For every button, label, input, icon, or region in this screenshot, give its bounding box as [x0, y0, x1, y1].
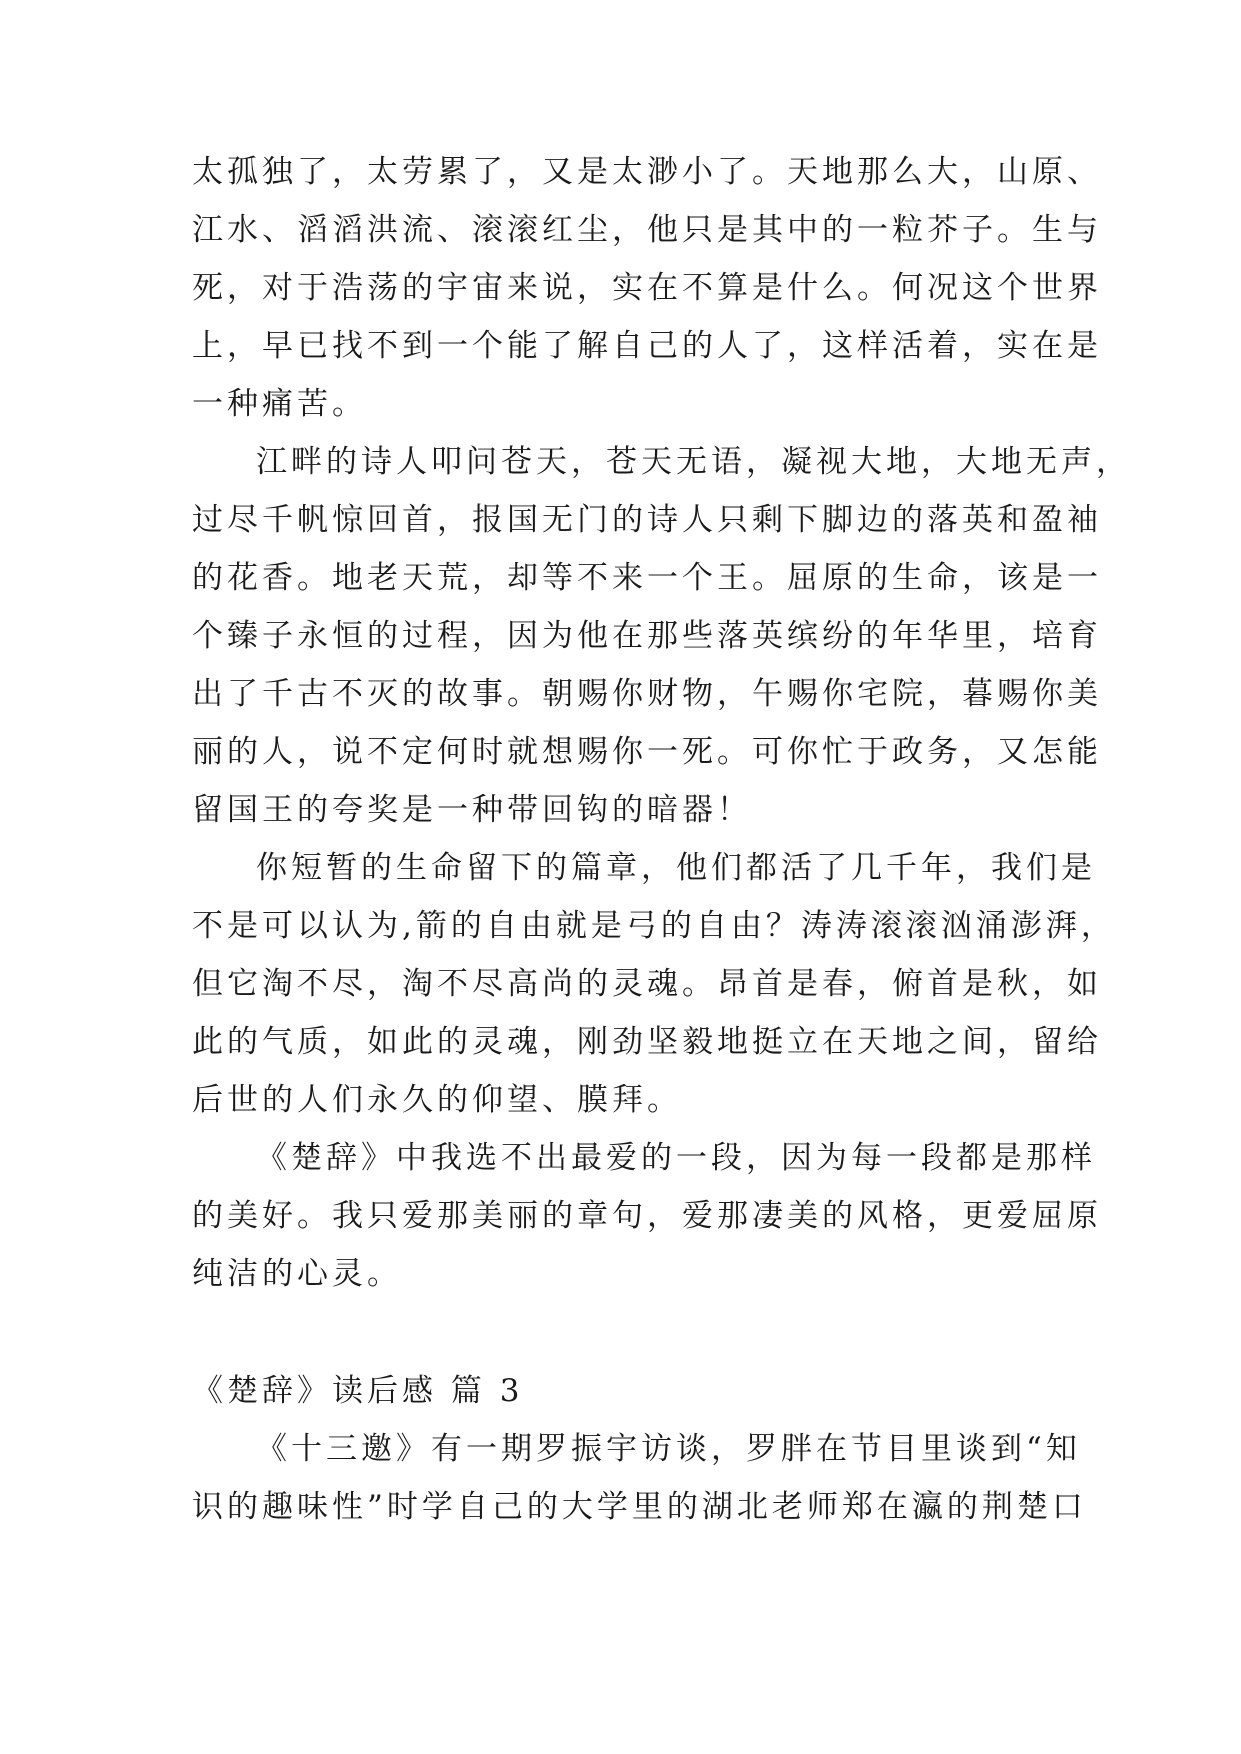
paragraph-4-line-1: 《楚辞》中我选不出最爱的一段，因为每一段都是那样	[256, 1140, 1096, 1176]
paragraph-2-line-1: 江畔的诗人叩问苍天，苍天无语，凝视大地，大地无声，	[256, 444, 1131, 480]
paragraph-2-line-5: 出了千古不灭的故事。朝赐你财物，午赐你宅院，暮赐你美	[192, 676, 1102, 712]
paragraph-2-line-7: 留国王的夸奖是一种带回钩的暗器！	[192, 792, 752, 828]
paragraph-2-line-3: 的花香。地老天荒，却等不来一个王。屈原的生命，该是一	[192, 560, 1102, 596]
paragraph-1-line-3: 死，对于浩荡的宇宙来说，实在不算是什么。何况这个世界	[192, 270, 1102, 306]
paragraph-4-line-3: 纯洁的心灵。	[192, 1256, 402, 1292]
paragraph-3-line-3: 但它淘不尽，淘不尽高尚的灵魂。昂首是春，俯首是秋，如	[192, 966, 1102, 1002]
paragraph-4-line-2: 的美好。我只爱那美丽的章句，爱那凄美的风格，更爱屈原	[192, 1198, 1102, 1234]
section-heading: 《楚辞》读后感 篇 3	[192, 1373, 524, 1409]
paragraph-1-line-5: 一种痛苦。	[192, 386, 367, 422]
paragraph-2-line-2: 过尽千帆惊回首，报国无门的诗人只剩下脚边的落英和盈袖	[192, 502, 1102, 538]
paragraph-2-line-6: 丽的人，说不定何时就想赐你一死。可你忙于政务，又怎能	[192, 734, 1102, 770]
paragraph-3-line-1: 你短暂的生命留下的篇章，他们都活了几千年，我们是	[256, 850, 1096, 886]
paragraph-3-line-4: 此的气质，如此的灵魂，刚劲坚毅地挺立在天地之间，留给	[192, 1024, 1102, 1060]
paragraph-2-line-4: 个臻子永恒的过程，因为他在那些落英缤纷的年华里，培育	[192, 618, 1102, 654]
paragraph-1-line-4: 上，早已找不到一个能了解自己的人了，这样活着，实在是	[192, 328, 1102, 364]
paragraph-3-line-2: 不是可以认为,箭的自由就是弓的自由？涛涛滚滚汹涌澎湃，	[192, 908, 1116, 944]
paragraph-1-line-2: 江水、滔滔洪流、滚滚红尘，他只是其中的一粒芥子。生与	[192, 212, 1102, 248]
section-paragraph-line-2: 识的趣味性”时学自己的大学里的湖北老师郑在瀛的荆楚口	[192, 1489, 1087, 1525]
section-paragraph-line-1: 《十三邀》有一期罗振宇访谈，罗胖在节目里谈到“知	[256, 1431, 1081, 1467]
paragraph-1-line-1: 太孤独了，太劳累了，又是太渺小了。天地那么大，山原、	[192, 154, 1102, 190]
paragraph-3-line-5: 后世的人们永久的仰望、膜拜。	[192, 1082, 682, 1118]
